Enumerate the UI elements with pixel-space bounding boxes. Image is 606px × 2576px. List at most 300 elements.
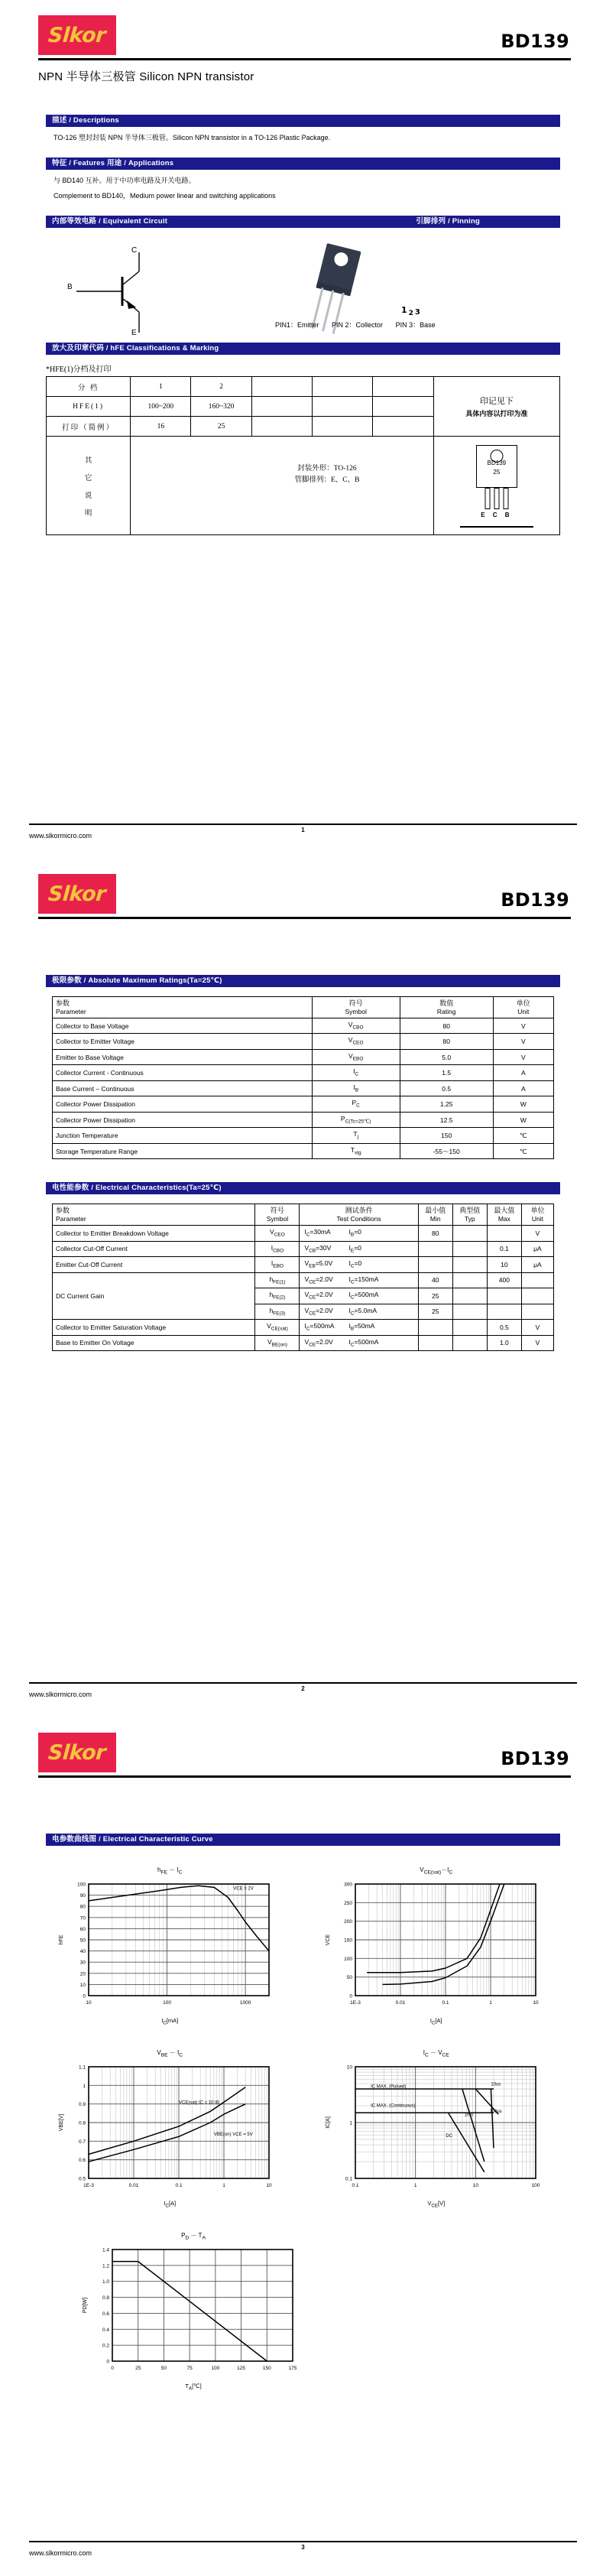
svg-text:0.5: 0.5 bbox=[79, 2176, 86, 2182]
param-max: 0.1 bbox=[487, 1241, 521, 1256]
hfe-cell-1-0: 100~200 bbox=[131, 397, 191, 417]
svg-text:80: 80 bbox=[80, 1904, 86, 1910]
footer-website[interactable]: www.slkormicro.com bbox=[29, 2549, 92, 2557]
chart-xlabel: $I_C[A]$ bbox=[429, 2016, 442, 2026]
circuit-bar-label: 内部等效电路 / Equivalent Circuit bbox=[52, 217, 168, 226]
part-number: BD139 bbox=[501, 31, 569, 52]
chart-plot bbox=[79, 2243, 300, 2381]
section-bar-electrical bbox=[46, 1182, 560, 1194]
hfe-cell-1-4 bbox=[373, 397, 433, 417]
svg-text:VCE: VCE bbox=[325, 1934, 331, 1945]
chart-row-2 bbox=[37, 2048, 569, 2208]
svg-text:hFE: hFE bbox=[59, 1934, 65, 1945]
package-baseline bbox=[460, 526, 533, 528]
pin-legend bbox=[275, 320, 446, 330]
header-min: 最小值 Min bbox=[418, 1204, 452, 1226]
part-number: BD139 bbox=[501, 889, 569, 911]
param-name: Collector Current - Continuous bbox=[53, 1065, 313, 1080]
param-symbol: $V_{BE(on)}$ bbox=[255, 1335, 300, 1350]
logo-text: Slkor bbox=[47, 882, 107, 906]
svg-text:25: 25 bbox=[135, 2365, 141, 2371]
svg-text:IC MAX. (Pulsed): IC MAX. (Pulsed) bbox=[370, 2084, 407, 2090]
param-max bbox=[487, 1288, 521, 1304]
header-rule bbox=[38, 1775, 571, 1778]
chart-plot bbox=[55, 2061, 277, 2198]
package-note-1: 封装外形：TO-126 bbox=[297, 465, 357, 473]
svg-text:50: 50 bbox=[346, 1974, 352, 1980]
svg-text:B: B bbox=[67, 283, 73, 292]
svg-text:0.7: 0.7 bbox=[79, 2139, 86, 2145]
param-max: 400 bbox=[487, 1272, 521, 1288]
chart-pd-ta bbox=[79, 2231, 308, 2391]
chart-row-1 bbox=[37, 1866, 569, 2025]
param-symbol: $V_{CBO}$ bbox=[312, 1018, 400, 1033]
table-row bbox=[53, 1018, 554, 1033]
table-row bbox=[53, 1320, 554, 1335]
param-name: DC Current Gain bbox=[53, 1272, 255, 1319]
svg-text:250: 250 bbox=[343, 1900, 352, 1906]
svg-text:1.1: 1.1 bbox=[79, 2064, 86, 2071]
pin-legend-1: PIN1：Emitter bbox=[275, 321, 319, 330]
svg-text:10: 10 bbox=[86, 1999, 92, 2006]
svg-text:125: 125 bbox=[237, 2365, 246, 2371]
param-name: Emitter Cut-Off Current bbox=[53, 1257, 255, 1272]
svg-text:PD[W]: PD[W] bbox=[83, 2297, 88, 2313]
hfe-cell-0-2 bbox=[251, 377, 312, 397]
param-name: Collector to Emitter Breakdown Voltage bbox=[53, 1226, 255, 1241]
param-unit: V bbox=[493, 1049, 553, 1064]
header-test-conditions: 测试条件 Test Conditions bbox=[300, 1204, 418, 1226]
param-name: Collector to Emitter Voltage bbox=[53, 1034, 313, 1049]
param-min bbox=[418, 1335, 452, 1350]
param-unit: V bbox=[521, 1320, 553, 1335]
svg-text:10: 10 bbox=[346, 2064, 352, 2071]
hfe-cell-1-3 bbox=[313, 397, 373, 417]
param-unit: V bbox=[493, 1034, 553, 1049]
chart-title: $V_{CE(sat)}-I_C$ bbox=[420, 1866, 453, 1876]
svg-text:0: 0 bbox=[106, 2359, 109, 2365]
electrical-characteristics-table bbox=[52, 1204, 554, 1351]
param-min bbox=[418, 1320, 452, 1335]
svg-text:10: 10 bbox=[472, 2182, 478, 2188]
param-unit: A bbox=[493, 1080, 553, 1096]
svg-text:0.6: 0.6 bbox=[79, 2157, 86, 2163]
page-header bbox=[29, 859, 577, 921]
section-bar-descriptions bbox=[46, 115, 560, 127]
svg-text:10: 10 bbox=[80, 1982, 86, 1988]
package-marking-name: BD139 bbox=[487, 460, 507, 467]
param-unit: V bbox=[521, 1335, 553, 1350]
param-name: Collector Power Dissipation bbox=[53, 1112, 313, 1127]
param-symbol: $P_C$ bbox=[312, 1096, 400, 1112]
marking-bar-label: 放大及印章代码 / hFE Classifications & Marking bbox=[52, 344, 219, 353]
svg-text:0: 0 bbox=[349, 1993, 352, 1999]
marking-note-line1: 印记见下 bbox=[479, 397, 514, 407]
param-unit: W bbox=[493, 1096, 553, 1112]
page-footer bbox=[29, 823, 577, 843]
param-name: Emitter to Base Voltage bbox=[53, 1049, 313, 1064]
header-max: 最大值 Max bbox=[487, 1204, 521, 1226]
page-2 bbox=[0, 859, 606, 1717]
svg-text:0.1: 0.1 bbox=[442, 1999, 449, 2006]
hfe-cell-1-2 bbox=[251, 397, 312, 417]
table-header-row bbox=[53, 1204, 554, 1226]
param-unit bbox=[521, 1272, 553, 1288]
hfe-cell-2-2 bbox=[251, 417, 312, 437]
hfe-row-label-1: HFE(1) bbox=[47, 397, 131, 417]
param-max: 0.5 bbox=[487, 1320, 521, 1335]
footer-website[interactable]: www.slkormicro.com bbox=[29, 1691, 92, 1698]
param-symbol: $T_j$ bbox=[312, 1128, 400, 1143]
header-rule bbox=[38, 917, 571, 919]
svg-text:VCE = 2V: VCE = 2V bbox=[233, 1886, 254, 1891]
page-footer bbox=[29, 2541, 577, 2560]
param-symbol: $V_{CE(sat)}$ bbox=[255, 1320, 300, 1335]
param-unit: ℃ bbox=[493, 1128, 553, 1143]
slkor-logo bbox=[38, 15, 116, 55]
package-pin-labels: E C B bbox=[481, 512, 513, 519]
param-min bbox=[418, 1257, 452, 1272]
marking-note-line2: 具体内容以打印为准 bbox=[465, 410, 528, 418]
svg-text:1.2: 1.2 bbox=[102, 2263, 109, 2269]
svg-text:100: 100 bbox=[531, 2182, 540, 2188]
package-body bbox=[476, 445, 517, 488]
chart-title: $V_{BE} - I_C$ bbox=[157, 2049, 183, 2058]
footer-page-number: 2 bbox=[301, 1684, 305, 1692]
param-conditions: $V_{CE}=2.0V$ $I_C=500mA$ bbox=[300, 1288, 418, 1304]
logo-text: Slkor bbox=[47, 23, 107, 47]
param-unit: μA bbox=[521, 1241, 553, 1256]
other-notes-label bbox=[47, 437, 131, 535]
svg-text:1: 1 bbox=[349, 2120, 352, 2126]
svg-text:40: 40 bbox=[80, 1948, 86, 1954]
slkor-logo bbox=[38, 874, 116, 914]
svg-text:0.1: 0.1 bbox=[352, 2182, 359, 2188]
svg-text:0.4: 0.4 bbox=[102, 2327, 109, 2333]
svg-text:10us: 10us bbox=[491, 2082, 501, 2087]
table-row bbox=[53, 1257, 554, 1272]
param-name: Collector Cut-Off Current bbox=[53, 1241, 255, 1256]
param-conditions: $V_{CE}=2.0V$ $I_C=500mA$ bbox=[300, 1335, 418, 1350]
param-max bbox=[487, 1226, 521, 1241]
svg-text:1E-3: 1E-3 bbox=[83, 2182, 95, 2188]
svg-text:150: 150 bbox=[343, 1938, 352, 1944]
marking-note-cell bbox=[433, 377, 559, 437]
package-notes bbox=[131, 437, 434, 535]
hfe-cell-2-3 bbox=[313, 417, 373, 437]
param-min bbox=[418, 1241, 452, 1256]
svg-text:0.1: 0.1 bbox=[345, 2176, 352, 2182]
svg-text:1.0: 1.0 bbox=[102, 2279, 109, 2285]
footer-rule bbox=[29, 823, 577, 826]
svg-text:0.8: 0.8 bbox=[102, 2295, 109, 2301]
svg-text:75: 75 bbox=[186, 2365, 193, 2371]
header-rule bbox=[38, 58, 571, 60]
table-row bbox=[53, 1065, 554, 1080]
absolute-maximum-ratings-table bbox=[52, 996, 554, 1159]
footer-page-number: 1 bbox=[301, 826, 305, 833]
svg-text:1: 1 bbox=[488, 1999, 492, 2006]
chart-title: $I_C - V_{CE}$ bbox=[423, 2049, 449, 2058]
param-name: Base Current – Continuous bbox=[53, 1080, 313, 1096]
hfe-cell-0-4 bbox=[373, 377, 433, 397]
hfe-cell-2-0: 16 bbox=[131, 417, 191, 437]
param-typ bbox=[452, 1272, 487, 1288]
hfe-cell-2-1: 25 bbox=[191, 417, 251, 437]
to126-package-drawing bbox=[436, 440, 558, 531]
param-max: 10 bbox=[487, 1257, 521, 1272]
other-label-3: 明 bbox=[84, 509, 92, 518]
svg-text:100: 100 bbox=[211, 2365, 220, 2371]
part-number: BD139 bbox=[501, 1748, 569, 1769]
param-typ bbox=[452, 1288, 487, 1304]
footer-rule bbox=[29, 2541, 577, 2543]
param-typ bbox=[452, 1241, 487, 1256]
svg-text:60: 60 bbox=[80, 1926, 86, 1932]
svg-text:0.6: 0.6 bbox=[102, 2311, 109, 2317]
svg-text:VCE(sat) IC = 10 IB: VCE(sat) IC = 10 IB bbox=[179, 2100, 220, 2106]
page-title: NPN 半导体三极管 Silicon NPN transistor bbox=[38, 70, 254, 83]
slkor-logo bbox=[38, 1733, 116, 1772]
param-rating: 80 bbox=[400, 1018, 493, 1033]
param-symbol: $h_{FE(2)}$ bbox=[255, 1288, 300, 1304]
header-parameter: 参数 Parameter bbox=[53, 997, 313, 1018]
svg-text:100us: 100us bbox=[489, 2109, 502, 2114]
chart-title: $h_{FE} - I_C$ bbox=[157, 1866, 183, 1876]
svg-text:IC[A]: IC[A] bbox=[325, 2116, 331, 2129]
param-min: 25 bbox=[418, 1288, 452, 1304]
table-row bbox=[53, 1241, 554, 1256]
svg-text:90: 90 bbox=[80, 1892, 86, 1899]
param-name: Collector to Emitter Saturation Voltage bbox=[53, 1320, 255, 1335]
param-symbol: $V_{EBO}$ bbox=[312, 1049, 400, 1064]
svg-text:175: 175 bbox=[288, 2365, 297, 2371]
param-name: Junction Temperature bbox=[53, 1128, 313, 1143]
param-conditions: $I_C=30mA$ $I_B=0$ bbox=[300, 1226, 418, 1241]
svg-text:1000: 1000 bbox=[240, 1999, 251, 2006]
param-unit bbox=[521, 1304, 553, 1319]
pinning-bar-label: 引脚排列 / Pinning bbox=[416, 217, 480, 226]
param-symbol: $V_{CEO}$ bbox=[255, 1226, 300, 1241]
param-unit: W bbox=[493, 1112, 553, 1127]
logo-text: Slkor bbox=[47, 1740, 107, 1765]
chart-xlabel: $V_{CE}[V]$ bbox=[427, 2199, 446, 2209]
chart-xlabel: $T_A[℃]$ bbox=[185, 2382, 202, 2392]
param-typ bbox=[452, 1320, 487, 1335]
chart-xlabel: $I_C[A]$ bbox=[164, 2199, 177, 2209]
package-legs bbox=[484, 488, 508, 509]
param-rating: 12.5 bbox=[400, 1112, 493, 1127]
header-unit: 单位 Unit bbox=[493, 997, 553, 1018]
svg-text:IC MAX. (Continuous): IC MAX. (Continuous) bbox=[370, 2103, 416, 2109]
section-bar-abs-max bbox=[46, 975, 560, 987]
param-typ bbox=[452, 1335, 487, 1350]
param-rating: 1.25 bbox=[400, 1096, 493, 1112]
hfe-cell-0-3 bbox=[313, 377, 373, 397]
characteristic-curves bbox=[37, 1866, 569, 2391]
param-conditions: $V_{EB}=5.0V$ $I_C=0$ bbox=[300, 1257, 418, 1272]
param-symbol: $I_{CBO}$ bbox=[255, 1241, 300, 1256]
table-row bbox=[53, 1226, 554, 1241]
section-bar-circuit bbox=[46, 216, 560, 228]
descriptions-text: TO-126 塑封封装 NPN 半导体三极管。Silicon NPN transistor in a TO-126 Plastic Package. bbox=[53, 134, 331, 141]
hfe-classification-table bbox=[46, 376, 560, 535]
param-rating: 5.0 bbox=[400, 1049, 493, 1064]
chart-plot bbox=[322, 1878, 543, 2016]
pin-number-1: 1 bbox=[401, 305, 407, 316]
table-row bbox=[53, 1080, 554, 1096]
param-name: Collector Power Dissipation bbox=[53, 1096, 313, 1112]
header-symbol: 符号 Symbol bbox=[255, 1204, 300, 1226]
param-rating: 1.5 bbox=[400, 1065, 493, 1080]
param-max: 1.0 bbox=[487, 1335, 521, 1350]
param-unit: ℃ bbox=[493, 1143, 553, 1158]
svg-text:20: 20 bbox=[80, 1970, 86, 1977]
svg-text:1E-3: 1E-3 bbox=[349, 1999, 361, 2006]
svg-text:VBE[V]: VBE[V] bbox=[59, 2113, 65, 2131]
svg-text:100: 100 bbox=[343, 1956, 352, 1962]
param-min: 25 bbox=[418, 1304, 452, 1319]
hfe-cell-0-0: 1 bbox=[131, 377, 191, 397]
pin-legend-2: PIN 2：Collector bbox=[332, 321, 384, 330]
hfe-row-label-0: 分 档 bbox=[47, 377, 131, 397]
svg-text:C: C bbox=[131, 246, 138, 255]
table-header-row bbox=[53, 997, 554, 1018]
other-label-1: 它 bbox=[84, 474, 92, 482]
package-marking-code: 25 bbox=[493, 469, 501, 476]
svg-text:0.1: 0.1 bbox=[175, 2182, 183, 2188]
param-name: Collector to Base Voltage bbox=[53, 1018, 313, 1033]
curves-bar-label: 电参数曲线图 / Electrical Characteristic Curve bbox=[52, 1835, 213, 1843]
svg-text:70: 70 bbox=[80, 1915, 86, 1921]
header-parameter: 参数 Parameter bbox=[53, 1204, 255, 1226]
footer-page-number: 3 bbox=[301, 2543, 305, 2551]
footer-website[interactable]: www.slkormicro.com bbox=[29, 832, 92, 840]
chart-plot bbox=[322, 2061, 543, 2198]
svg-text:1: 1 bbox=[222, 2182, 226, 2188]
param-typ bbox=[452, 1257, 487, 1272]
electrical-bar-label: 电性能参数 / Electrical Characteristics(Ta=25℃) bbox=[52, 1184, 222, 1193]
section-bar-marking bbox=[46, 343, 560, 355]
param-symbol: $T_{stg}$ bbox=[312, 1143, 400, 1158]
param-conditions: $V_{CB}=30V$ $I_E=0$ bbox=[300, 1241, 418, 1256]
header-unit: 单位 Unit bbox=[521, 1204, 553, 1226]
svg-text:1: 1 bbox=[413, 2182, 417, 2188]
param-symbol: $V_{CEO}$ bbox=[312, 1034, 400, 1049]
param-conditions: $I_C=500mA$ $I_B=50mA$ bbox=[300, 1320, 418, 1335]
page-3 bbox=[0, 1717, 606, 2576]
svg-text:300: 300 bbox=[343, 1882, 352, 1888]
param-rating: 150 bbox=[400, 1128, 493, 1143]
svg-text:10: 10 bbox=[266, 2182, 272, 2188]
svg-text:0.01: 0.01 bbox=[395, 1999, 406, 2006]
chart-hfe-ic bbox=[55, 1866, 284, 2025]
svg-text:0: 0 bbox=[111, 2365, 114, 2371]
param-symbol: $I_B$ bbox=[312, 1080, 400, 1096]
other-label-0: 其 bbox=[84, 456, 92, 465]
param-unit: V bbox=[521, 1226, 553, 1241]
svg-text:50: 50 bbox=[160, 2365, 167, 2371]
param-unit: A bbox=[493, 1065, 553, 1080]
param-rating: 80 bbox=[400, 1034, 493, 1049]
svg-text:50: 50 bbox=[80, 1938, 86, 1944]
chart-plot bbox=[55, 1878, 277, 2016]
param-symbol: $P_{C(Tc=25℃)}$ bbox=[312, 1112, 400, 1127]
svg-text:1: 1 bbox=[83, 2083, 86, 2089]
pin-number-3: 3 bbox=[414, 308, 420, 317]
param-typ bbox=[452, 1304, 487, 1319]
chart-title: $P_D - T_A$ bbox=[181, 2232, 206, 2241]
param-min: 80 bbox=[418, 1226, 452, 1241]
hfe-row-label-2: 打印（简例） bbox=[47, 417, 131, 437]
page-1 bbox=[0, 0, 606, 859]
param-typ bbox=[452, 1226, 487, 1241]
section-bar-curves bbox=[46, 1834, 560, 1846]
svg-text:0.8: 0.8 bbox=[79, 2120, 86, 2126]
param-rating: -55～150 bbox=[400, 1143, 493, 1158]
svg-text:100: 100 bbox=[77, 1882, 86, 1888]
table-row bbox=[53, 1272, 554, 1288]
features-line-cn: 与 BD140 互补。用于中功率电路及开关电路。 bbox=[53, 177, 196, 185]
param-conditions: $V_{CE}=2.0V$ $I_C=5.0mA$ bbox=[300, 1304, 418, 1319]
page-footer bbox=[29, 1682, 577, 1701]
header-rating: 数值 Rating bbox=[400, 997, 493, 1018]
hfe-cell-1-1: 160~320 bbox=[191, 397, 251, 417]
param-unit: V bbox=[493, 1018, 553, 1033]
param-symbol: $h_{FE(3)}$ bbox=[255, 1304, 300, 1319]
chart-row-3 bbox=[37, 2231, 569, 2391]
param-symbol: $I_C$ bbox=[312, 1065, 400, 1080]
table-row bbox=[47, 377, 560, 397]
pin-number-2: 2 bbox=[408, 310, 413, 318]
abs-max-bar-label: 极限参数 / Absolute Maximum Ratings(Ta=25℃) bbox=[52, 976, 222, 985]
chart-ic-vce bbox=[322, 2048, 551, 2208]
table-row bbox=[53, 1335, 554, 1350]
table-row bbox=[53, 1034, 554, 1049]
other-label-2: 说 bbox=[84, 492, 92, 500]
svg-text:1.4: 1.4 bbox=[102, 2247, 109, 2253]
features-bar-label: 特征 / Features 用途 / Applications bbox=[52, 159, 174, 168]
section-bar-features bbox=[46, 158, 560, 170]
svg-text:0.2: 0.2 bbox=[102, 2343, 109, 2349]
package-note-2: 管脚排列：E、C、B bbox=[294, 476, 360, 484]
pin-legend-3: PIN 3：Base bbox=[395, 321, 436, 330]
page-header bbox=[29, 0, 577, 63]
chart-vbe-ic bbox=[55, 2048, 284, 2208]
svg-text:150: 150 bbox=[262, 2365, 271, 2371]
param-max bbox=[487, 1304, 521, 1319]
param-unit bbox=[521, 1288, 553, 1304]
svg-text:DC: DC bbox=[446, 2133, 452, 2139]
svg-text:200: 200 bbox=[343, 1918, 352, 1925]
table-row bbox=[47, 437, 560, 535]
svg-text:E: E bbox=[131, 329, 137, 338]
svg-text:0.01: 0.01 bbox=[128, 2182, 139, 2188]
svg-text:10: 10 bbox=[533, 1999, 539, 2006]
param-symbol: $I_{EBO}$ bbox=[255, 1257, 300, 1272]
svg-text:30: 30 bbox=[80, 1960, 86, 1966]
hfe-note: *HFE(1)分档及打印 bbox=[46, 365, 112, 375]
param-min: 40 bbox=[418, 1272, 452, 1288]
descriptions-bar-label: 描述 / Descriptions bbox=[52, 116, 119, 125]
svg-text:0: 0 bbox=[83, 1993, 86, 1999]
header-symbol: 符号 Symbol bbox=[312, 997, 400, 1018]
param-conditions: $V_{CE}=2.0V$ $I_C=150mA$ bbox=[300, 1272, 418, 1288]
footer-rule bbox=[29, 1682, 577, 1684]
svg-text:100: 100 bbox=[163, 1999, 172, 2006]
package-drawing-cell bbox=[433, 437, 559, 535]
svg-text:0.9: 0.9 bbox=[79, 2101, 86, 2107]
